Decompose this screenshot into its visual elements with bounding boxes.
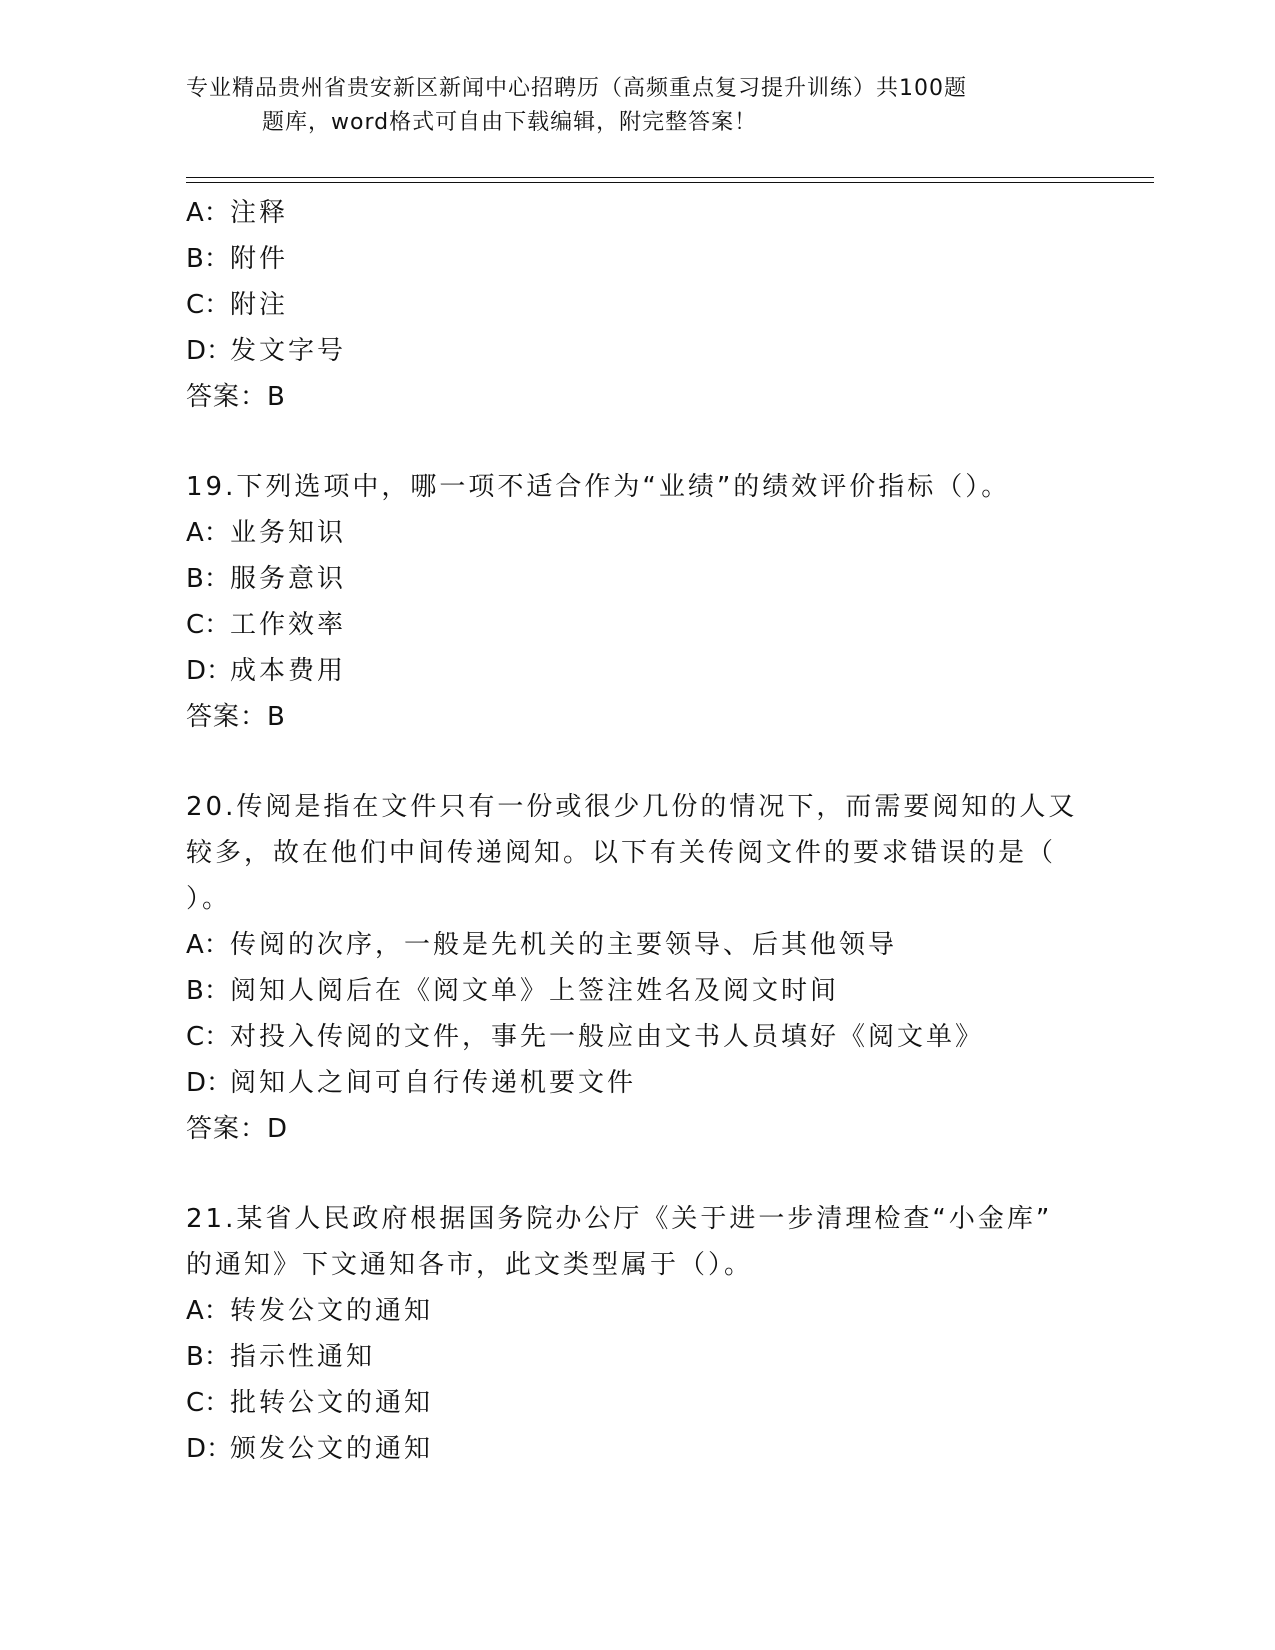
option-text: 传阅的次序，一般是先机关的主要领导、后其他领导 [230, 930, 898, 960]
option-text: 批转公文的通知 [230, 1388, 434, 1418]
option-letter: D： [186, 1068, 233, 1098]
option-a [186, 510, 1086, 556]
question-stem: 19.下列选项中，哪一项不适合作为“业绩”的绩效评价指标（）。 [186, 472, 1011, 502]
header-line-1: 专业精品贵州省贵安新区新闻中心招聘历（高频重点复习提升训练）共100题 [186, 76, 967, 101]
option-letter: C： [186, 1388, 231, 1418]
question-stem-line: 的通知》下文通知各市，此文类型属于（）。 [186, 1250, 754, 1280]
option-b [186, 1334, 1086, 1380]
header-rule-bottom [186, 182, 1154, 183]
question-20 [186, 784, 1086, 1152]
option-text: 指示性通知 [230, 1342, 376, 1372]
question-stem-line: 20.传阅是指在文件只有一份或很少几份的情况下，而需要阅知的人又 [186, 792, 1078, 822]
option-text: 阅知人阅后在《阅文单》上签注姓名及阅文时间 [230, 976, 840, 1006]
option-text: 对投入传阅的文件，事先一般应由文书人员填好《阅文单》 [230, 1022, 985, 1052]
option-d [186, 328, 1086, 374]
option-letter: B： [186, 244, 230, 274]
option-letter: D： [186, 656, 233, 686]
option-d [186, 648, 1086, 694]
option-a [186, 922, 1086, 968]
option-letter: A： [186, 930, 230, 960]
option-letter: B： [186, 976, 230, 1006]
question-list [186, 190, 1086, 1472]
spacer [186, 420, 1086, 464]
option-letter: A： [186, 1296, 230, 1326]
option-c [186, 1380, 1086, 1426]
option-text: 工作效率 [230, 610, 347, 640]
option-letter: A： [186, 198, 230, 228]
option-letter: C： [186, 1022, 231, 1052]
question-stem-line: 21.某省人民政府根据国务院办公厅《关于进一步清理检查“小金库” [186, 1204, 1053, 1234]
question-21 [186, 1196, 1086, 1472]
option-a [186, 1288, 1086, 1334]
option-b [186, 556, 1086, 602]
question-stem-line: 较多，故在他们中间传递阅知。以下有关传阅文件的要求错误的是（ [186, 838, 1057, 868]
option-b [186, 968, 1086, 1014]
answer-line: 答案：B [186, 702, 286, 732]
spacer [186, 1152, 1086, 1196]
option-text: 转发公文的通知 [230, 1296, 434, 1326]
answer-line: 答案：D [186, 1114, 289, 1144]
option-letter: C： [186, 610, 231, 640]
option-text: 附件 [230, 244, 289, 274]
question-19 [186, 464, 1086, 740]
option-d [186, 1060, 1086, 1106]
option-c [186, 602, 1086, 648]
question-18 [186, 190, 1086, 420]
option-text: 业务知识 [230, 518, 347, 548]
option-letter: A： [186, 518, 230, 548]
document-header [186, 72, 1066, 140]
option-text: 阅知人之间可自行传递机要文件 [230, 1068, 637, 1098]
option-c [186, 282, 1086, 328]
option-letter: B： [186, 564, 230, 594]
option-letter: C： [186, 290, 231, 320]
option-text: 注释 [230, 198, 289, 228]
header-line-2: 题库，word格式可自由下载编辑，附完整答案！ [262, 110, 758, 135]
option-text: 颁发公文的通知 [230, 1434, 434, 1464]
header-rule-top [186, 177, 1154, 178]
option-text: 附注 [230, 290, 289, 320]
option-letter: D： [186, 1434, 233, 1464]
option-text: 成本费用 [230, 656, 347, 686]
option-text: 发文字号 [230, 336, 347, 366]
option-letter: B： [186, 1342, 230, 1372]
question-stem-line: ）。 [186, 884, 232, 914]
option-text: 服务意识 [230, 564, 347, 594]
option-c [186, 1014, 1086, 1060]
option-letter: D： [186, 336, 233, 366]
option-b [186, 236, 1086, 282]
option-a [186, 190, 1086, 236]
answer-line: 答案：B [186, 382, 286, 412]
spacer [186, 740, 1086, 784]
option-d [186, 1426, 1086, 1472]
